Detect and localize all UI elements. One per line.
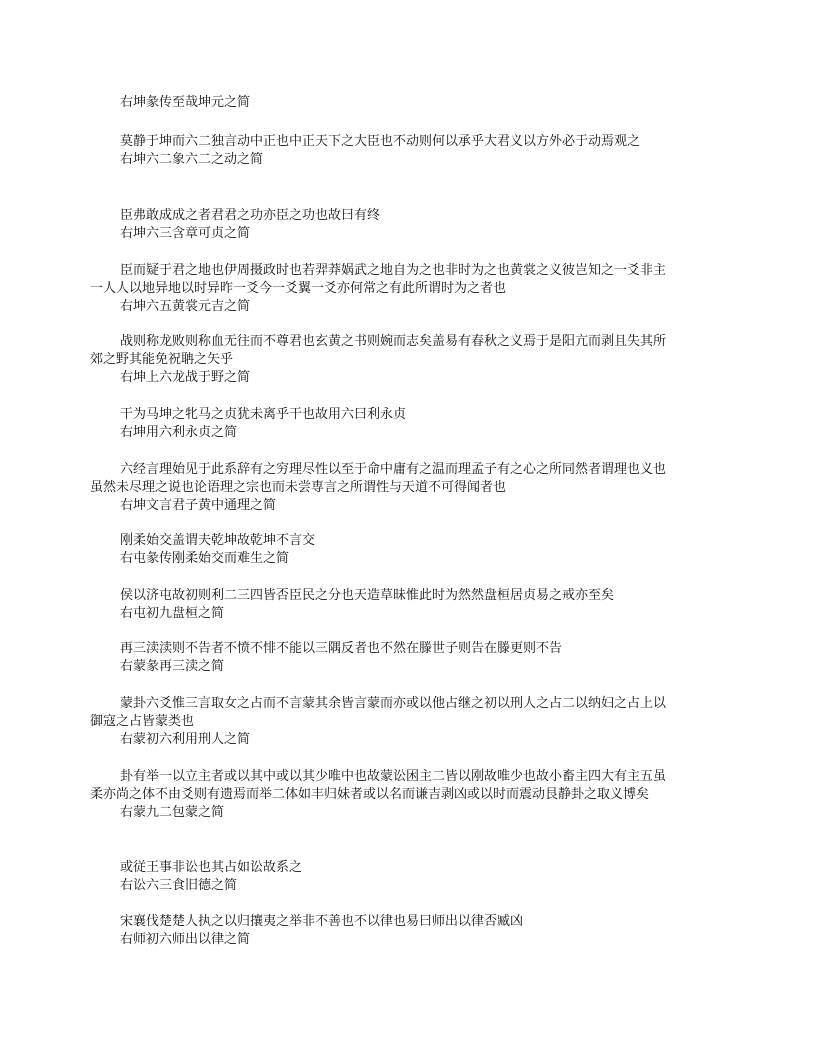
first-caption-block: [120, 94, 700, 112]
section-caption: 右坤用六利永贞之简: [120, 425, 238, 440]
commentary-entry: [90, 262, 700, 316]
commentary-text: 侯以济屯故初则利二三四皆否臣民之分也天造草昧惟此时为然然盘桓居贞易之戒亦至矣: [120, 588, 615, 603]
commentary-entry: [120, 532, 700, 568]
commentary-entry: [120, 207, 700, 243]
commentary-text: 战则称龙败则称血无往而不尊君也玄黄之书则婉而志矣盖易有春秋之义焉于是阳亢而剥且失其所郊之野其能免祝聃之矢乎: [90, 334, 667, 367]
section-caption: 右屯彖传刚柔始交而难生之简: [120, 551, 290, 566]
commentary-text: 卦有举一以立主者或以其中或以其少唯中也故蒙讼困主二皆以刚故唯少也故小畜主四大有主五虽柔亦尚之体不由爻则有遗焉而举二体如丰归妹者或以名而谦吉剥凶或以时而震动艮静卦之取义博矣: [90, 769, 667, 802]
commentary-entry: [120, 133, 700, 169]
commentary-text: 六经言理始见于此系辞有之穷理尽性以至于命中庸有之温而理孟子有之心之所同然者谓理也义也虽然未尽理之说也论语理之宗也而未尝専言之所谓性与天道不可得闻者也: [90, 462, 667, 495]
commentary-entry: [120, 913, 700, 949]
commentary-entry: [120, 587, 700, 623]
commentary-entry: [120, 406, 700, 442]
commentary-text: 刚柔始交盖谓夫乾坤故乾坤不言交: [120, 533, 316, 548]
commentary-text: 莫静于坤而六二独言动中正也中正天下之大臣也不动则何以承乎大君义以方外必于动焉观之: [120, 134, 641, 149]
section-caption: 右坤六三含章可贞之简: [120, 226, 251, 241]
commentary-entry: [90, 768, 700, 822]
commentary-entry: [90, 695, 700, 749]
commentary-text: 蒙卦六爻惟三言取女之占而不言蒙其余皆言蒙而亦或以他占继之初以刑人之占二以纳妇之占上以御寇之占皆蒙类也: [90, 696, 667, 729]
commentary-entry: [120, 859, 700, 895]
section-caption: 右讼六三食旧德之简: [120, 878, 238, 893]
section-caption: 右坤六五黄裳元吉之简: [120, 299, 251, 314]
commentary-entry: [120, 640, 700, 676]
commentary-text: 宋襄伐楚楚人执之以归攘夷之举非不善也不以律也易曰师出以律否臧凶: [120, 914, 524, 929]
commentary-text: 干为马坤之牝马之贞犹未离乎干也故用六曰利永贞: [120, 407, 407, 422]
section-caption: 右蒙初六利用刑人之简: [120, 732, 251, 747]
section-caption: 右屯初九盘桓之简: [120, 606, 225, 621]
section-caption: 右坤六二象六二之动之简: [120, 152, 264, 167]
section-caption: 右坤文言君子黄中通理之简: [120, 498, 277, 513]
commentary-text: 或従王事非讼也其占如讼故系之: [120, 860, 303, 875]
commentary-text: 再三渎渎则不告者不愤不悱不能以三隅反者也不然在滕世子则告在滕更则不告: [120, 641, 563, 656]
commentary-text: 臣弗敢成成之者君君之功亦臣之功也故曰有终: [120, 208, 381, 223]
section-caption: 右坤彖传至哉坤元之简: [120, 95, 251, 110]
section-caption: 右蒙九二包蒙之简: [120, 805, 225, 820]
commentary-entry: [90, 333, 700, 387]
section-caption: 右坤上六龙战于野之简: [120, 370, 251, 385]
section-caption: 右蒙彖再三渎之简: [120, 659, 225, 674]
commentary-text: 臣而疑于君之地也伊周摄政时也若羿莽娲武之地自为之也非时为之也黄裳之义彼岂知之一爻非主一人人以地异地以时异昨一爻今一爻翼一爻亦何常之有此所谓时为之者也: [90, 263, 667, 296]
section-caption: 右师初六师出以律之简: [120, 932, 251, 947]
commentary-entry: [90, 461, 700, 515]
